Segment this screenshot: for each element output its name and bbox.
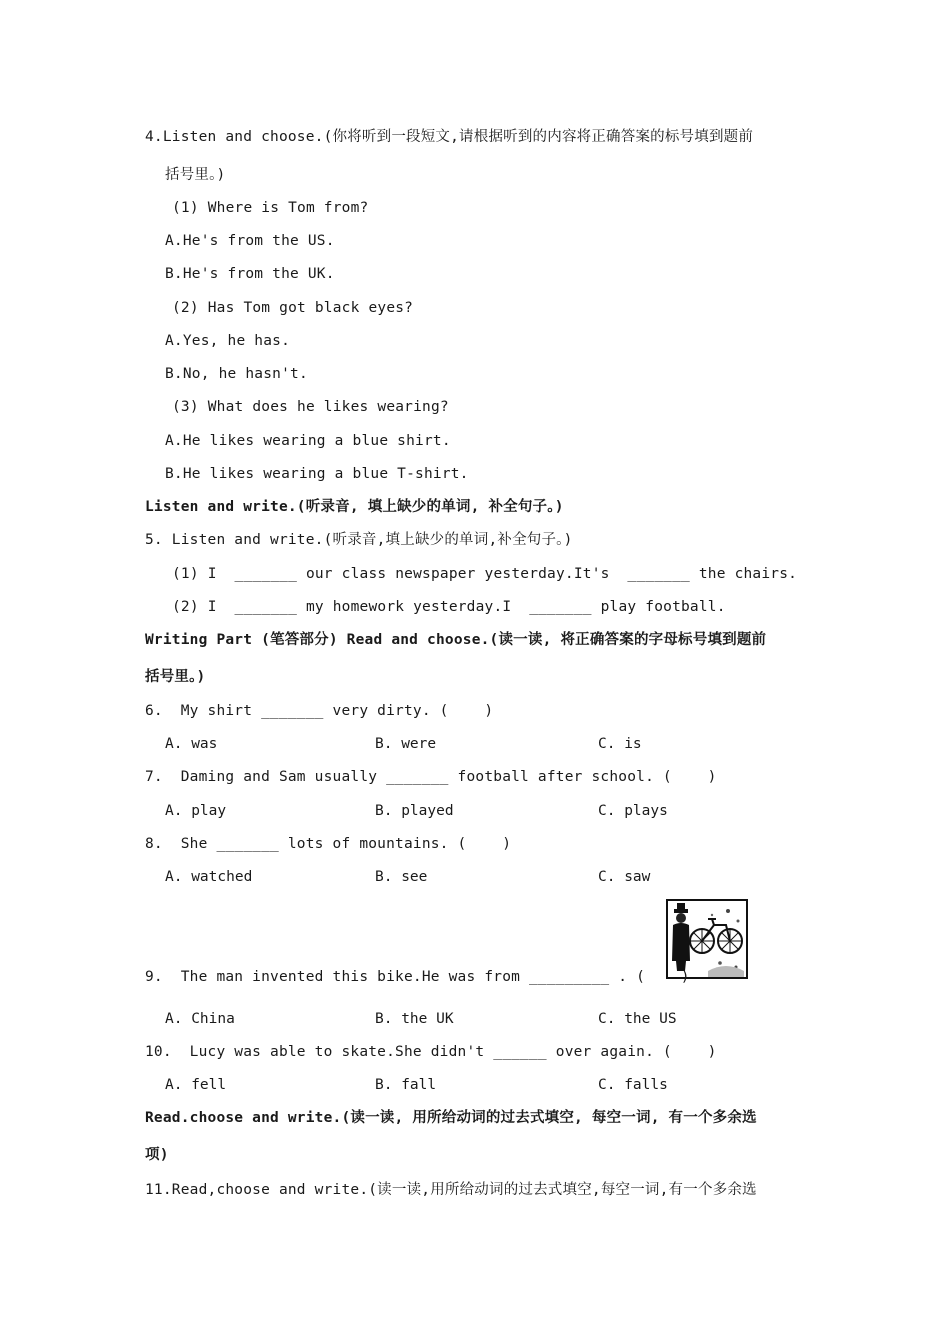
q4-prompt-line1: 4.Listen and choose.(你将听到一段短文,请根据听到的内容将正确答案的标号填到题前 xyxy=(145,129,754,145)
section-writing-heading-line2: 括号里。) xyxy=(145,669,206,685)
q9-option-b: B. the UK xyxy=(375,1011,454,1027)
q9-option-a: A. China xyxy=(165,1011,235,1027)
bike-illustration-icon xyxy=(668,901,746,977)
q8-option-a: A. watched xyxy=(165,869,253,885)
q8-option-b: B. see xyxy=(375,869,428,885)
q8-option-c: C. saw xyxy=(598,869,651,885)
q10-option-a: A. fell xyxy=(165,1077,227,1093)
q10-stem: 10. Lucy was able to skate.She didn't ______ over again. ( ) xyxy=(145,1044,717,1060)
bike-inventor-picture xyxy=(666,899,748,979)
q5-prompt: 5. Listen and write.(听录音,填上缺少的单词,补全句子。) xyxy=(145,532,573,548)
q7-option-a: A. play xyxy=(165,803,227,819)
q4-sub1-option-b: B.He's from the UK. xyxy=(165,266,335,282)
q10-option-b: B. fall xyxy=(375,1077,437,1093)
q6-stem: 6. My shirt _______ very dirty. ( ) xyxy=(145,703,494,719)
q6-option-a: A. was xyxy=(165,736,218,752)
section-listen-write-heading: Listen and write.(听录音, 填上缺少的单词, 补全句子。) xyxy=(145,499,564,515)
q11-prompt: 11.Read,choose and write.(读一读,用所给动词的过去式填空,每空一词,有一个多余选 xyxy=(145,1182,757,1198)
q5-line1: (1) I _______ our class newspaper yesterday.It's _______ the chairs. xyxy=(172,566,798,582)
q9-stem: 9. The man invented this bike.He was from _________ . ( ) xyxy=(145,969,690,985)
q4-sub2-question: (2) Has Tom got black eyes? xyxy=(172,300,414,316)
q4-sub3-question: (3) What does he likes wearing? xyxy=(172,399,449,415)
q4-sub2-option-a: A.Yes, he has. xyxy=(165,333,291,349)
q6-option-c: C. is xyxy=(598,736,642,752)
q9-option-c: C. the US xyxy=(598,1011,677,1027)
q4-sub3-option-b: B.He likes wearing a blue T-shirt. xyxy=(165,466,469,482)
q7-option-b: B. played xyxy=(375,803,454,819)
q4-sub1-option-a: A.He's from the US. xyxy=(165,233,335,249)
q6-option-b: B. were xyxy=(375,736,437,752)
q7-option-c: C. plays xyxy=(598,803,668,819)
q10-option-c: C. falls xyxy=(598,1077,668,1093)
q8-stem: 8. She _______ lots of mountains. ( ) xyxy=(145,836,512,852)
q5-line2: (2) I _______ my homework yesterday.I _______ play football. xyxy=(172,599,726,615)
q4-sub2-option-b: B.No, he hasn't. xyxy=(165,366,308,382)
section-read-choose-write-line2: 项) xyxy=(145,1147,169,1163)
q4-sub3-option-a: A.He likes wearing a blue shirt. xyxy=(165,433,451,449)
section-writing-heading-line1: Writing Part (笔答部分) Read and choose.(读一读, 将正确答案的字母标号填到题前 xyxy=(145,632,767,648)
q4-prompt-line2: 括号里。) xyxy=(165,167,226,183)
q7-stem: 7. Daming and Sam usually _______ football after school. ( ) xyxy=(145,769,717,785)
section-read-choose-write-line1: Read.choose and write.(读一读, 用所给动词的过去式填空, 每空一词, 有一个多余选 xyxy=(145,1110,757,1126)
q4-sub1-question: (1) Where is Tom from? xyxy=(172,200,369,216)
